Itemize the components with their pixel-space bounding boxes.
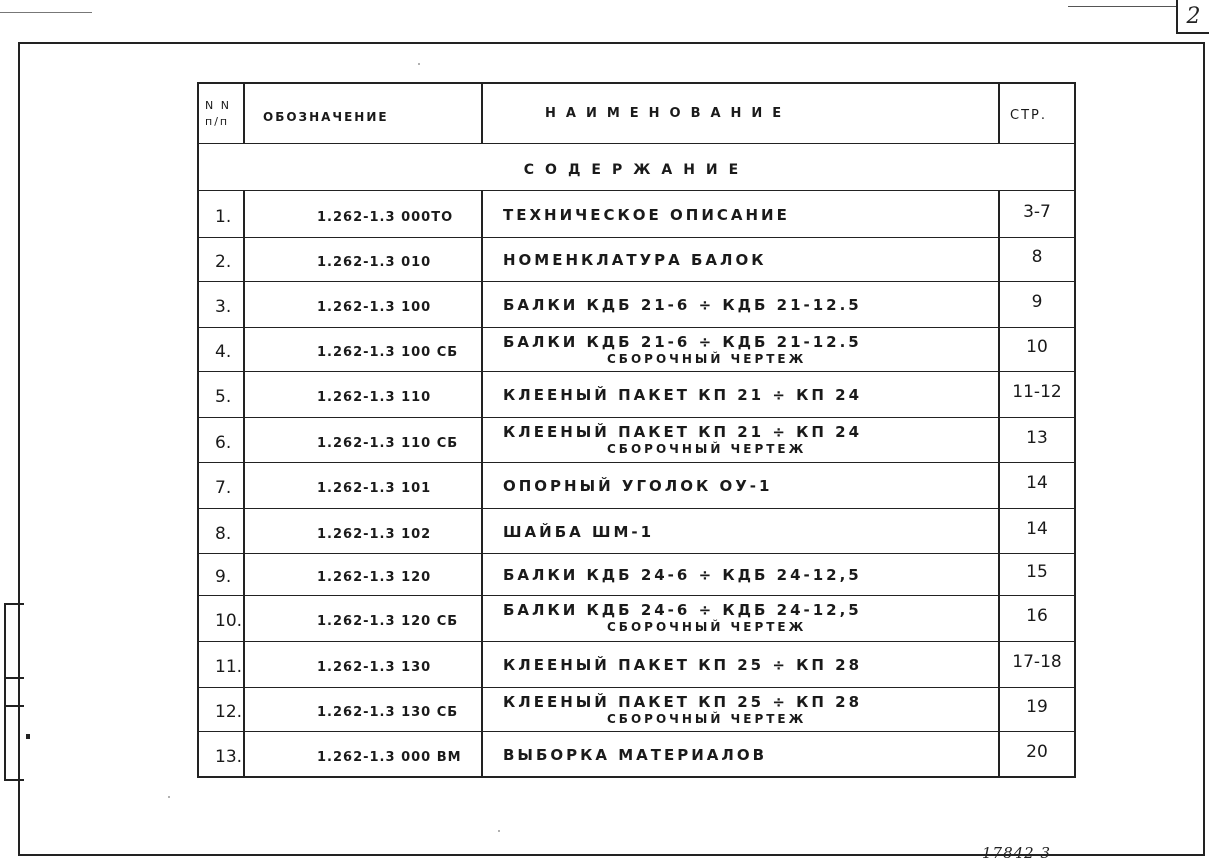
table-row (199, 642, 1074, 688)
header-num: N N п/п (205, 99, 231, 128)
row-page-cell (1000, 596, 1074, 641)
row-name: БАЛКИ КДБ 24-6 ÷ КДБ 24-12,5 (503, 601, 862, 619)
row-designation: 1.262-1.3 100 СБ (317, 345, 459, 360)
sheet-number-box (1176, 0, 1209, 34)
header-name-cell (483, 84, 1000, 143)
row-designation: 1.262-1.3 010 (317, 255, 432, 270)
row-number: 1. (215, 207, 232, 227)
table-row (199, 418, 1074, 463)
scan-speck (168, 796, 170, 798)
row-page-cell (1000, 509, 1074, 553)
row-number: 3. (215, 297, 232, 317)
row-num-cell (199, 418, 245, 462)
row-name: ОПОРНЫЙ УГОЛОК ОУ-1 (503, 477, 773, 495)
scan-speck (498, 830, 500, 832)
binding-strip-divider (6, 705, 24, 707)
row-num-cell (199, 282, 245, 327)
row-num-cell (199, 328, 245, 371)
row-designation: 1.262-1.3 120 (317, 570, 432, 585)
row-name: ШАЙБА ШМ-1 (503, 523, 655, 541)
table-row (199, 238, 1074, 282)
row-num-cell (199, 463, 245, 508)
row-designation: 1.262-1.3 120 СБ (317, 614, 459, 629)
row-code-cell (245, 418, 483, 462)
top-rule-right (1068, 6, 1176, 7)
row-name-cell (483, 509, 1000, 553)
row-page: 8 (1031, 247, 1043, 267)
row-page-cell (1000, 688, 1074, 731)
binding-strip-divider (6, 677, 24, 679)
row-name-cell (483, 328, 1000, 371)
row-designation: 1.262-1.3 130 СБ (317, 705, 459, 720)
row-name-cell (483, 554, 1000, 595)
section-title-row (199, 144, 1074, 191)
row-code-cell (245, 688, 483, 731)
row-num-cell (199, 642, 245, 687)
binding-mark (26, 734, 30, 739)
row-designation: 1.262-1.3 110 (317, 390, 432, 405)
row-name: БАЛКИ КДБ 21-6 ÷ КДБ 21-12.5 (503, 333, 862, 351)
row-name: КЛЕЕНЫЙ ПАКЕТ КП 21 ÷ КП 24 (503, 386, 863, 404)
row-number: 8. (215, 524, 232, 544)
row-designation: 1.262-1.3 101 (317, 481, 432, 496)
header-code-cell (245, 84, 483, 143)
row-page: 15 (1026, 562, 1048, 582)
row-subname: СБОРОЧНЫЙ ЧЕРТЕЖ (607, 712, 807, 726)
row-name-cell (483, 463, 1000, 508)
row-name-cell (483, 191, 1000, 237)
row-page: 20 (1026, 742, 1048, 762)
row-number: 2. (215, 252, 232, 272)
table-row (199, 463, 1074, 509)
header-code: ОБОЗНАЧЕНИЕ (263, 110, 389, 124)
row-num-cell (199, 238, 245, 281)
row-number: 6. (215, 433, 232, 453)
row-code-cell (245, 732, 483, 778)
row-page-cell (1000, 328, 1074, 371)
row-num-cell (199, 732, 245, 778)
row-name-cell (483, 642, 1000, 687)
row-page: 11-12 (1012, 382, 1062, 402)
row-name-cell (483, 372, 1000, 417)
row-name: КЛЕЕНЫЙ ПАКЕТ КП 25 ÷ КП 28 (503, 693, 863, 711)
row-name: НОМЕНКЛАТУРА БАЛОК (503, 251, 767, 269)
row-num-cell (199, 554, 245, 595)
table-row (199, 596, 1074, 642)
row-designation: 1.262-1.3 130 (317, 660, 432, 675)
row-page-cell (1000, 642, 1074, 687)
row-num-cell (199, 372, 245, 417)
row-page-cell (1000, 372, 1074, 417)
row-page-cell (1000, 463, 1074, 508)
table-row (199, 282, 1074, 328)
row-name: БАЛКИ КДБ 21-6 ÷ КДБ 21-12.5 (503, 296, 862, 314)
row-number: 7. (215, 478, 232, 498)
row-number: 12. (215, 702, 243, 722)
header-num-cell (199, 84, 245, 143)
row-name: БАЛКИ КДБ 24-6 ÷ КДБ 24-12,5 (503, 566, 862, 584)
row-code-cell (245, 509, 483, 553)
sheet-number: 2 (1186, 3, 1201, 29)
row-number: 13. (215, 747, 243, 767)
row-code-cell (245, 328, 483, 371)
row-page: 3-7 (1023, 202, 1051, 222)
row-number: 5. (215, 387, 232, 407)
row-page: 14 (1026, 519, 1048, 539)
row-code-cell (245, 372, 483, 417)
row-code-cell (245, 191, 483, 237)
row-name-cell (483, 282, 1000, 327)
table-row (199, 732, 1074, 778)
table-row (199, 328, 1074, 372)
row-page: 9 (1031, 292, 1043, 312)
row-name-cell (483, 418, 1000, 462)
row-subname: СБОРОЧНЫЙ ЧЕРТЕЖ (607, 442, 807, 456)
header-page-cell (1000, 84, 1074, 143)
row-num-cell (199, 191, 245, 237)
row-code-cell (245, 554, 483, 595)
row-designation: 1.262-1.3 000 ВМ (317, 750, 462, 765)
header-name: НАИМЕНОВАНИЕ (545, 106, 792, 121)
header-page: СТР. (1010, 108, 1047, 123)
row-page-cell (1000, 554, 1074, 595)
row-page-cell (1000, 191, 1074, 237)
row-name: ТЕХНИЧЕСКОЕ ОПИСАНИЕ (503, 206, 790, 224)
row-page-cell (1000, 418, 1074, 462)
archive-number: 17842 3 (982, 844, 1052, 862)
top-rule-left (0, 12, 92, 13)
row-code-cell (245, 238, 483, 281)
row-name: КЛЕЕНЫЙ ПАКЕТ КП 21 ÷ КП 24 (503, 423, 863, 441)
row-name-cell (483, 596, 1000, 641)
row-subname: СБОРОЧНЫЙ ЧЕРТЕЖ (607, 620, 807, 634)
row-name: ВЫБОРКА МАТЕРИАЛОВ (503, 746, 768, 764)
row-code-cell (245, 642, 483, 687)
row-name-cell (483, 238, 1000, 281)
row-page: 14 (1026, 473, 1048, 493)
row-page-cell (1000, 732, 1074, 778)
row-number: 4. (215, 342, 232, 362)
row-code-cell (245, 596, 483, 641)
row-subname: СБОРОЧНЫЙ ЧЕРТЕЖ (607, 352, 807, 366)
row-name-cell (483, 732, 1000, 778)
row-page: 13 (1026, 428, 1048, 448)
row-num-cell (199, 509, 245, 553)
row-designation: 1.262-1.3 102 (317, 527, 432, 542)
row-name-cell (483, 688, 1000, 731)
section-title: СОДЕРЖАНИЕ (523, 162, 750, 178)
table-row (199, 688, 1074, 732)
row-code-cell (245, 282, 483, 327)
table-row (199, 509, 1074, 554)
scan-speck (418, 63, 420, 65)
row-page-cell (1000, 238, 1074, 281)
row-page: 19 (1026, 697, 1048, 717)
binding-strip (4, 603, 24, 781)
table-row (199, 191, 1074, 238)
contents-table (197, 82, 1076, 778)
row-number: 11. (215, 657, 243, 677)
row-code-cell (245, 463, 483, 508)
row-num-cell (199, 688, 245, 731)
row-page: 10 (1026, 337, 1048, 357)
row-page-cell (1000, 282, 1074, 327)
table-header-row (199, 84, 1074, 144)
row-number: 9. (215, 567, 232, 587)
row-designation: 1.262-1.3 000ТО (317, 210, 454, 225)
row-name: КЛЕЕНЫЙ ПАКЕТ КП 25 ÷ КП 28 (503, 656, 863, 674)
table-row (199, 372, 1074, 418)
table-row (199, 554, 1074, 596)
row-page: 16 (1026, 606, 1048, 626)
row-number: 10. (215, 611, 243, 631)
row-num-cell (199, 596, 245, 641)
row-designation: 1.262-1.3 110 СБ (317, 436, 459, 451)
row-designation: 1.262-1.3 100 (317, 300, 432, 315)
row-page: 17-18 (1012, 652, 1062, 672)
